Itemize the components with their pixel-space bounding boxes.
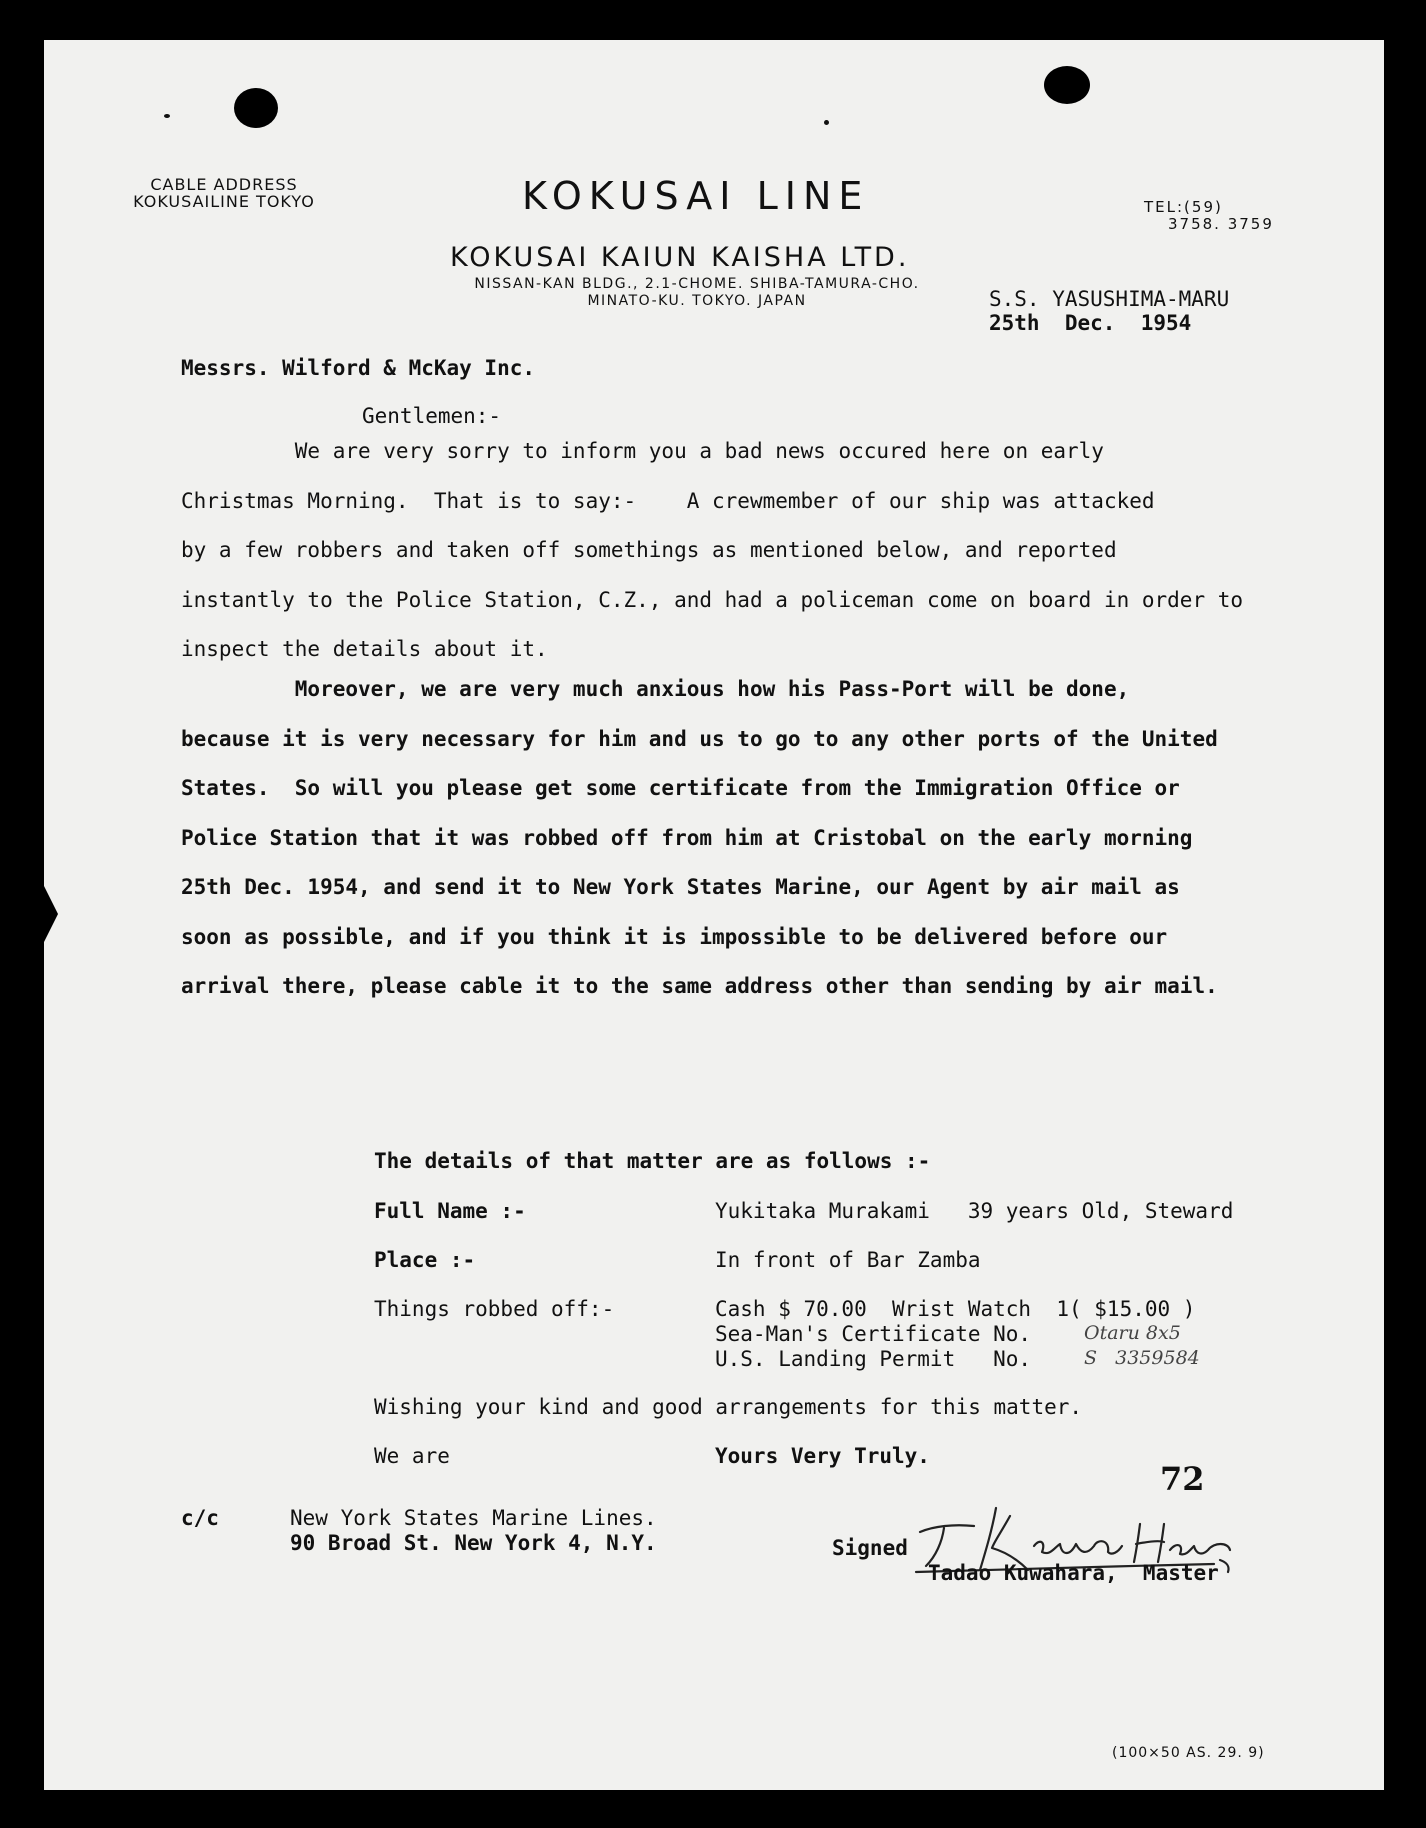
cc-line-1: New York States Marine Lines. — [290, 1506, 657, 1530]
address-line-2: MINATO-KU. TOKYO. JAPAN — [587, 293, 807, 309]
address-line-1: NISSAN-KAN BLDG., 2.1-CHOME. SHIBA-TAMURA-CHO. — [474, 276, 920, 292]
cable-address-label: CABLE ADDRESS — [150, 175, 298, 194]
punch-hole-left — [234, 88, 278, 128]
paragraph-1-line: instantly to the Police Station, C.Z., and had a policeman come on board in order to — [181, 587, 1244, 612]
page-number: 72 — [1160, 1460, 1205, 1498]
paragraph-2-line: Moreover, we are very much anxious how his Pass-Port will be done, — [181, 677, 1130, 701]
telephone-label: TEL:(59) — [1144, 198, 1223, 216]
company-address — [434, 276, 960, 310]
paragraph-1-line: We are very sorry to inform you a bad news occured here on early — [181, 439, 1104, 463]
cable-address-value: KOKUSAILINE TOKYO — [133, 192, 315, 211]
line-name: KOKUSAI LINE — [522, 174, 870, 218]
punch-hole-right — [1044, 66, 1090, 104]
company-name: KOKUSAI KAIUN KAISHA LTD. — [450, 242, 910, 273]
ship-name: S.S. YASUSHIMA-MARU — [989, 287, 1230, 311]
paragraph-1-line: Christmas Morning. That is to say:- A crewmember of our ship was attacked — [181, 488, 1155, 513]
speck-mark — [824, 120, 829, 125]
place-label: Place :- — [374, 1248, 476, 1272]
recipient: Messrs. Wilford & McKay Inc. — [181, 356, 536, 380]
signatory-name: Tadao Kuwahara, Master — [928, 1561, 1219, 1585]
speck-mark — [164, 114, 170, 118]
paragraph-2-line: because it is very necessary for him and us to go to any other ports of the United — [181, 726, 1218, 751]
paragraph-2-line: Police Station that it was robbed off from him at Cristobal on the early morning — [181, 825, 1193, 850]
paragraph-2 — [181, 665, 1381, 1012]
closing-yours: Yours Very Truly. — [715, 1444, 930, 1468]
handwritten-permit-number: S 3359584 — [1084, 1347, 1200, 1369]
paragraph-2-line: States. So will you please get some certificate from the Immigration Office or — [181, 776, 1180, 800]
paragraph-2-line: 25th Dec. 1954, and send it to New York States Marine, our Agent by air mail as — [181, 875, 1180, 899]
things-cash-watch: Cash $ 70.00 Wrist Watch 1( $15.00 ) — [715, 1297, 1196, 1321]
cc-line-2: 90 Broad St. New York 4, N.Y. — [290, 1531, 657, 1555]
closing-we-are: We are — [374, 1444, 450, 1468]
paragraph-1 — [181, 427, 1381, 675]
cable-address — [114, 176, 334, 210]
salutation: Gentlemen:- — [362, 404, 502, 428]
full-name-label: Full Name :- — [374, 1199, 526, 1223]
telephone-numbers: 3758. 3759 — [1168, 215, 1274, 233]
telephone — [1144, 199, 1274, 233]
cc-label: c/c — [181, 1506, 219, 1530]
letter-page — [44, 40, 1384, 1790]
full-name-value: Yukitaka Murakami 39 years Old, Steward — [715, 1199, 1234, 1223]
place-value: In front of Bar Zamba — [715, 1248, 981, 1272]
paragraph-1-line: inspect the details about it. — [181, 637, 548, 661]
handwritten-certificate-number: Otaru 8x5 — [1084, 1322, 1181, 1344]
signed-label: Signed — [832, 1536, 908, 1560]
form-code: (100×50 AS. 29. 9) — [1112, 1745, 1265, 1761]
details-intro: The details of that matter are as follows :- — [374, 1149, 931, 1173]
things-label: Things robbed off:- — [374, 1297, 615, 1321]
letter-date: 25th Dec. 1954 — [989, 311, 1192, 335]
things-landing-permit: U.S. Landing Permit No. — [715, 1347, 1032, 1371]
paper-notch — [44, 886, 58, 942]
paragraph-1-line: by a few robbers and taken off somethings as mentioned below, and reported — [181, 538, 1117, 562]
things-seaman-certificate: Sea-Man's Certificate No. — [715, 1322, 1032, 1346]
closing-wish: Wishing your kind and good arrangements for this matter. — [374, 1395, 1083, 1419]
paragraph-2-line: soon as possible, and if you think it is impossible to be delivered before our — [181, 924, 1168, 949]
paragraph-2-line: arrival there, please cable it to the same address other than sending by air mail. — [181, 974, 1218, 998]
